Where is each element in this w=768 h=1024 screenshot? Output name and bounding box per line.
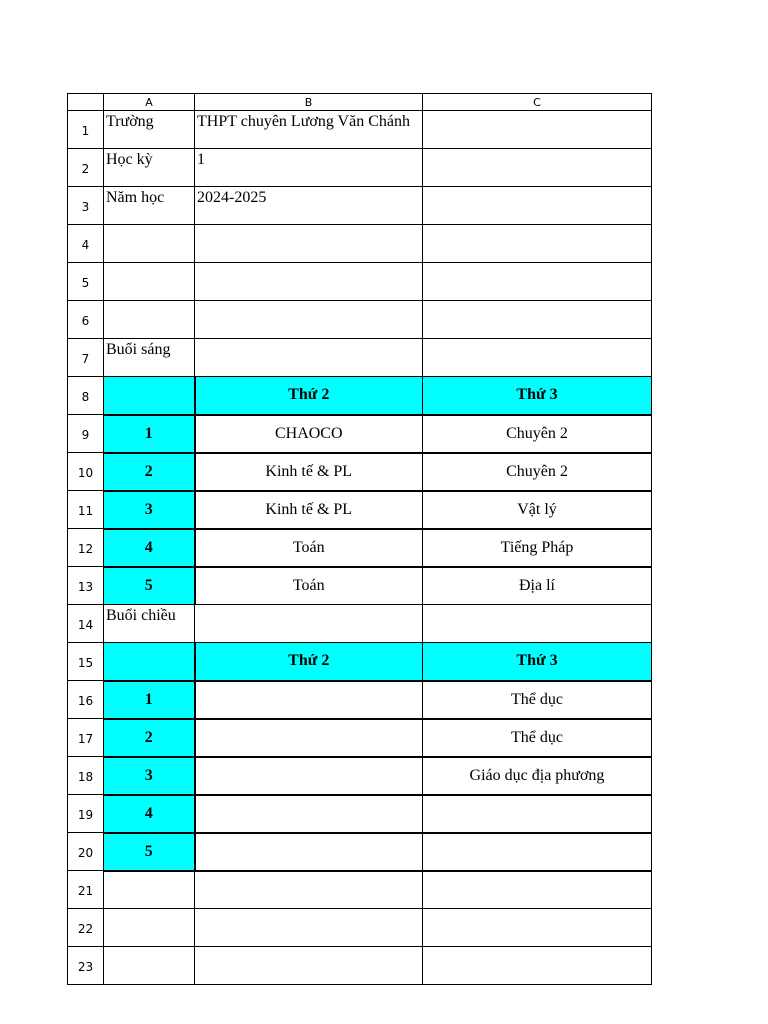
cell-a13[interactable]: 5 <box>104 567 195 605</box>
cell-a1[interactable]: Trường <box>104 111 195 149</box>
row-header[interactable]: 12 <box>68 529 104 567</box>
cell-c20[interactable] <box>423 833 652 871</box>
row-header[interactable]: 9 <box>68 415 104 453</box>
row-header[interactable]: 7 <box>68 339 104 377</box>
cell-c18[interactable]: Giáo dục địa phương <box>423 757 652 795</box>
table-row <box>68 947 652 985</box>
cell-c3[interactable] <box>423 187 652 225</box>
cell-c4[interactable] <box>423 225 652 263</box>
cell-b4[interactable] <box>195 225 423 263</box>
cell-a22[interactable] <box>104 909 195 947</box>
cell-a16[interactable]: 1 <box>104 681 195 719</box>
table-row <box>68 833 652 871</box>
column-header-row <box>68 94 652 111</box>
cell-c1[interactable] <box>423 111 652 149</box>
cell-b23[interactable] <box>195 947 423 985</box>
cell-c15[interactable]: Thứ 3 <box>423 643 652 681</box>
cell-a14[interactable]: Buổi chiều <box>104 605 195 643</box>
table-row <box>68 415 652 453</box>
spreadsheet <box>67 93 652 985</box>
row-header[interactable]: 15 <box>68 643 104 681</box>
table-row <box>68 605 652 643</box>
cell-b2[interactable]: 1 <box>195 149 423 187</box>
row-header[interactable]: 13 <box>68 567 104 605</box>
cell-c6[interactable] <box>423 301 652 339</box>
row-header[interactable]: 6 <box>68 301 104 339</box>
row-header[interactable]: 23 <box>68 947 104 985</box>
cell-b22[interactable] <box>195 909 423 947</box>
cell-c8[interactable]: Thứ 3 <box>423 377 652 415</box>
cell-a19[interactable]: 4 <box>104 795 195 833</box>
cell-c22[interactable] <box>423 909 652 947</box>
table-row <box>68 453 652 491</box>
row-header[interactable]: 19 <box>68 795 104 833</box>
table-row <box>68 871 652 909</box>
cell-b5[interactable] <box>195 263 423 301</box>
table-row <box>68 529 652 567</box>
row-header[interactable]: 11 <box>68 491 104 529</box>
row-header[interactable]: 18 <box>68 757 104 795</box>
row-header[interactable]: 2 <box>68 149 104 187</box>
cell-c2[interactable] <box>423 149 652 187</box>
cell-b15[interactable]: Thứ 2 <box>195 643 423 681</box>
cell-b20[interactable] <box>195 833 423 871</box>
cell-b1[interactable]: THPT chuyên Lương Văn Chánh <box>195 111 423 149</box>
cell-b13[interactable]: Toán <box>195 567 423 605</box>
cell-c17[interactable]: Thể dục <box>423 719 652 757</box>
cell-a4[interactable] <box>104 225 195 263</box>
cell-a18[interactable]: 3 <box>104 757 195 795</box>
cell-a17[interactable]: 2 <box>104 719 195 757</box>
cell-a23[interactable] <box>104 947 195 985</box>
cell-c10[interactable]: Chuyên 2 <box>423 453 652 491</box>
row-header[interactable]: 16 <box>68 681 104 719</box>
table-row <box>68 377 652 415</box>
cell-b17[interactable] <box>195 719 423 757</box>
cell-a7[interactable]: Buổi sáng <box>104 339 195 377</box>
column-header-b[interactable]: B <box>195 94 423 111</box>
cell-c19[interactable] <box>423 795 652 833</box>
table-row <box>68 757 652 795</box>
cell-c13[interactable]: Địa lí <box>423 567 652 605</box>
cell-b18[interactable] <box>195 757 423 795</box>
table-row <box>68 719 652 757</box>
row-header[interactable]: 22 <box>68 909 104 947</box>
cell-a20[interactable]: 5 <box>104 833 195 871</box>
cell-b12[interactable]: Toán <box>195 529 423 567</box>
row-header[interactable]: 14 <box>68 605 104 643</box>
column-header-a[interactable]: A <box>104 94 195 111</box>
row-header[interactable]: 8 <box>68 377 104 415</box>
row-header[interactable]: 10 <box>68 453 104 491</box>
cell-c21[interactable] <box>423 871 652 909</box>
table-row <box>68 225 652 263</box>
table-row <box>68 263 652 301</box>
cell-c11[interactable]: Vật lý <box>423 491 652 529</box>
cell-a10[interactable]: 2 <box>104 453 195 491</box>
row-header[interactable]: 17 <box>68 719 104 757</box>
cell-b14[interactable] <box>195 605 423 643</box>
cell-a21[interactable] <box>104 871 195 909</box>
cell-b19[interactable] <box>195 795 423 833</box>
table-row <box>68 909 652 947</box>
cell-b6[interactable] <box>195 301 423 339</box>
cell-b7[interactable] <box>195 339 423 377</box>
cell-a9[interactable]: 1 <box>104 415 195 453</box>
cell-a6[interactable] <box>104 301 195 339</box>
cell-c16[interactable]: Thể dục <box>423 681 652 719</box>
table-row <box>68 795 652 833</box>
table-row <box>68 111 652 149</box>
table-row <box>68 301 652 339</box>
cell-b21[interactable] <box>195 871 423 909</box>
cell-a3[interactable]: Năm học <box>104 187 195 225</box>
cell-c23[interactable] <box>423 947 652 985</box>
cell-c9[interactable]: Chuyên 2 <box>423 415 652 453</box>
cell-c7[interactable] <box>423 339 652 377</box>
cell-a15[interactable] <box>104 643 195 681</box>
corner-cell[interactable] <box>68 94 104 111</box>
table-row <box>68 149 652 187</box>
table-row <box>68 681 652 719</box>
cell-a11[interactable]: 3 <box>104 491 195 529</box>
row-header[interactable]: 3 <box>68 187 104 225</box>
row-header[interactable]: 20 <box>68 833 104 871</box>
cell-b9[interactable]: CHAOCO <box>195 415 423 453</box>
cell-c12[interactable]: Tiếng Pháp <box>423 529 652 567</box>
table-row <box>68 187 652 225</box>
row-header[interactable]: 1 <box>68 111 104 149</box>
column-header-c[interactable]: C <box>423 94 652 111</box>
sheet-body <box>68 111 652 985</box>
table-row <box>68 339 652 377</box>
cell-a5[interactable] <box>104 263 195 301</box>
table-row <box>68 567 652 605</box>
table-row <box>68 643 652 681</box>
cell-b3[interactable]: 2024-2025 <box>195 187 423 225</box>
cell-c5[interactable] <box>423 263 652 301</box>
cell-b8[interactable]: Thứ 2 <box>195 377 423 415</box>
cell-a2[interactable]: Học kỳ <box>104 149 195 187</box>
cell-b16[interactable] <box>195 681 423 719</box>
table-row <box>68 491 652 529</box>
row-header[interactable]: 21 <box>68 871 104 909</box>
row-header[interactable]: 5 <box>68 263 104 301</box>
cell-b10[interactable]: Kinh tế & PL <box>195 453 423 491</box>
cell-a12[interactable]: 4 <box>104 529 195 567</box>
cell-b11[interactable]: Kinh tế & PL <box>195 491 423 529</box>
row-header[interactable]: 4 <box>68 225 104 263</box>
cell-c14[interactable] <box>423 605 652 643</box>
cell-a8[interactable] <box>104 377 195 415</box>
